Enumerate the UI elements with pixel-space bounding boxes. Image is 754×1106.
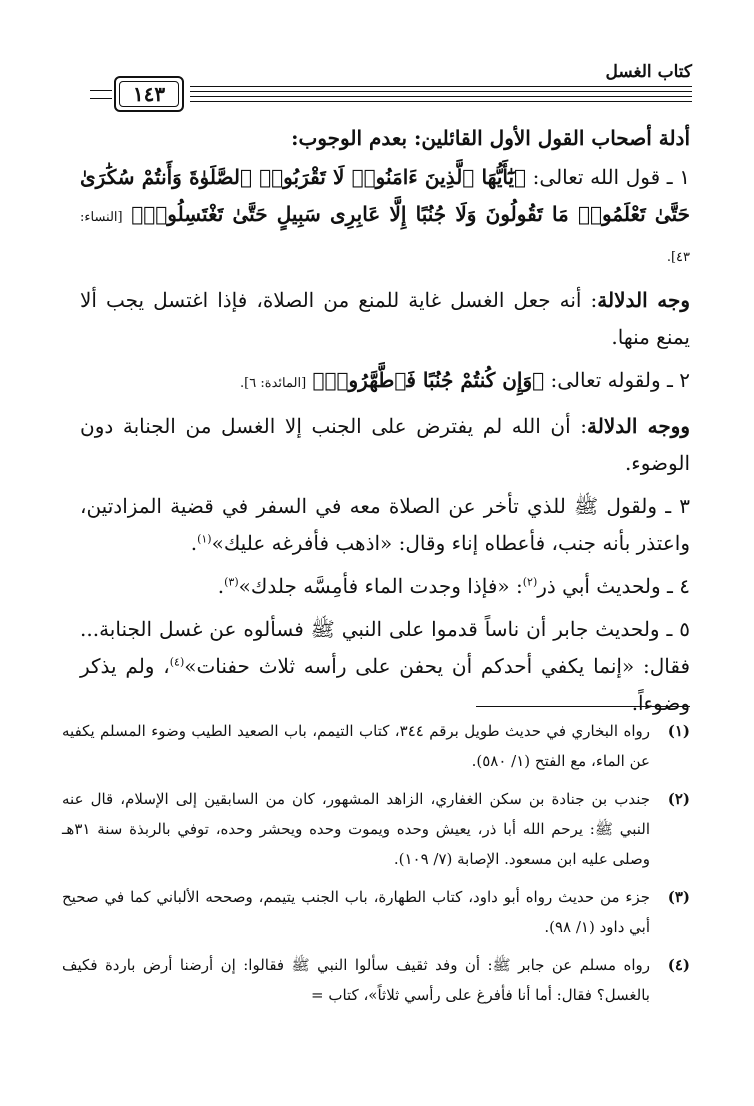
footnote-text: رواه البخاري في حديث طويل برقم ٣٤٤، كتاب التيمم، باب الصعيد الطيب وضوء المسلم يكفيه عن الماء، مع الفتح (١/ ٥٨٠). (62, 722, 650, 770)
evidence-4 (80, 568, 690, 605)
reasoning-text: : أنه جعل الغسل غاية للمنع من الصلاة، فإذا اغتسل يجب ألا يمنع منها. (80, 288, 690, 349)
header-rule (190, 86, 692, 87)
footnote-number: (١) (667, 722, 690, 740)
evidence-3-text: ٣ ـ ولقول ﷺ للذي تأخر عن الصلاة معه في السفر في قضية المزادتين، واعتذر بأنه جنب، فأعطاه إناء وقال: «اذهب فأفرغه عليك» (80, 494, 690, 555)
page-number: ١٤٣ (119, 81, 179, 107)
chapter-title: كتاب الغسل (605, 62, 692, 82)
footnote-separator (476, 706, 690, 707)
sentence-end: ، ولم يذكر وضوءاً. (80, 654, 690, 715)
quran-verse: ﴿يَٰٓأَيُّهَا ٱلَّذِينَ ءَامَنُوا۟ لَا تَقْرَبُوا۟ ٱلصَّلَوٰةَ وَأَنتُمْ سُكَٰرَىٰ حَتَّىٰ تَعْلَمُوا۟ مَا تَقُولُونَ وَلَا جُنُبًا إِلَّا عَابِرِى سَبِيلٍ حَتَّىٰ تَغْتَسِلُوا۟﴾ (80, 165, 690, 226)
evidence-1 (80, 159, 690, 276)
header-rule (190, 101, 692, 102)
footnote-text: جزء من حديث رواه أبو داود، كتاب الطهارة، باب الجنب يتيمم، وصححه الألباني كما في صحيح أبي داود (١/ ٩٨). (62, 888, 650, 936)
quran-verse: ﴿وَإِن كُنتُمْ جُنُبًا فَٱطَّهَّرُوا۟﴾ (312, 368, 545, 392)
header-rule-left (90, 98, 112, 99)
evidence-4-text: ٤ ـ ولحديث أبي ذر (537, 574, 690, 598)
footnote-number: (٤) (667, 956, 690, 974)
evidence-5-text: ٥ ـ ولحديث جابر أن ناساً قدموا على النبي ﷺ فسألوه عن غسل الجنابة... فقال: «إنما يكفي أحدكم أن يحفن على رأسه ثلاث حفنات» (80, 617, 691, 678)
evidence-2-reasoning (80, 408, 690, 482)
footnote-text: جندب بن جنادة بن سكن الغفاري، الزاهد المشهور، كان من السابقين إلى الإسلام، قال عنه النبي ﷺ: يرحم الله أبا ذر، يعيش وحده ويموت وحده ويحشر وحده، توفي بالربذة سنة ٣١هـ وصلى عليه ابن مسعود. الإصابة (٧/ ١٠٩). (62, 790, 650, 868)
evidence-2 (80, 362, 690, 402)
page-number-frame (114, 76, 184, 112)
evidence-2-lead: ٢ ـ ولقوله تعالى: (544, 368, 690, 392)
reasoning-label: وجه الدلالة (597, 288, 691, 312)
sentence-end: . (217, 574, 225, 598)
footnote-ref[interactable]: (٣) (224, 575, 239, 589)
reasoning-text: : أن الله لم يفترض على الجنب إلا الغسل من الجنابة دون الوضوء. (80, 414, 690, 475)
footnote-1 (62, 716, 690, 776)
footnote-3 (62, 882, 690, 942)
verse-citation: [النساء: ٤٣]. (80, 210, 690, 265)
footnote-text: رواه مسلم عن جابر ﷺ: أن وفد ثقيف سألوا النبي ﷺ فقالوا: إن أرضنا أرض باردة فكيف بالغسل؟ فقال: أما أنا فأفرغ على رأسي ثلاثاً»، كتاب = (62, 956, 650, 1004)
sentence-end: . (190, 531, 198, 555)
evidence-1-reasoning (80, 282, 690, 356)
reasoning-label: ووجه الدلالة (587, 414, 690, 438)
footnote-2 (62, 784, 690, 874)
evidence-4-hadith: : «فإذا وجدت الماء فأمِسَّه جلدك» (238, 574, 523, 598)
footnote-ref[interactable]: (٢) (522, 575, 538, 589)
verse-citation: [المائدة: ٦]. (240, 376, 307, 391)
main-text (80, 120, 690, 728)
footnote-4 (62, 950, 690, 1010)
footnote-ref[interactable]: (٤) (169, 655, 185, 669)
section-heading: أدلة أصحاب القول الأول القائلين: بعدم الوجوب: (291, 126, 690, 150)
footnote-number: (٣) (667, 888, 690, 906)
footnote-number: (٢) (667, 790, 690, 808)
footnote-ref[interactable]: (١) (197, 532, 212, 546)
header-rule-left (90, 90, 112, 91)
evidence-3 (80, 488, 690, 562)
header-rule (190, 91, 692, 92)
footnotes (62, 716, 690, 1018)
header-rule (190, 96, 692, 97)
evidence-1-lead: ١ ـ قول الله تعالى: (526, 165, 690, 189)
